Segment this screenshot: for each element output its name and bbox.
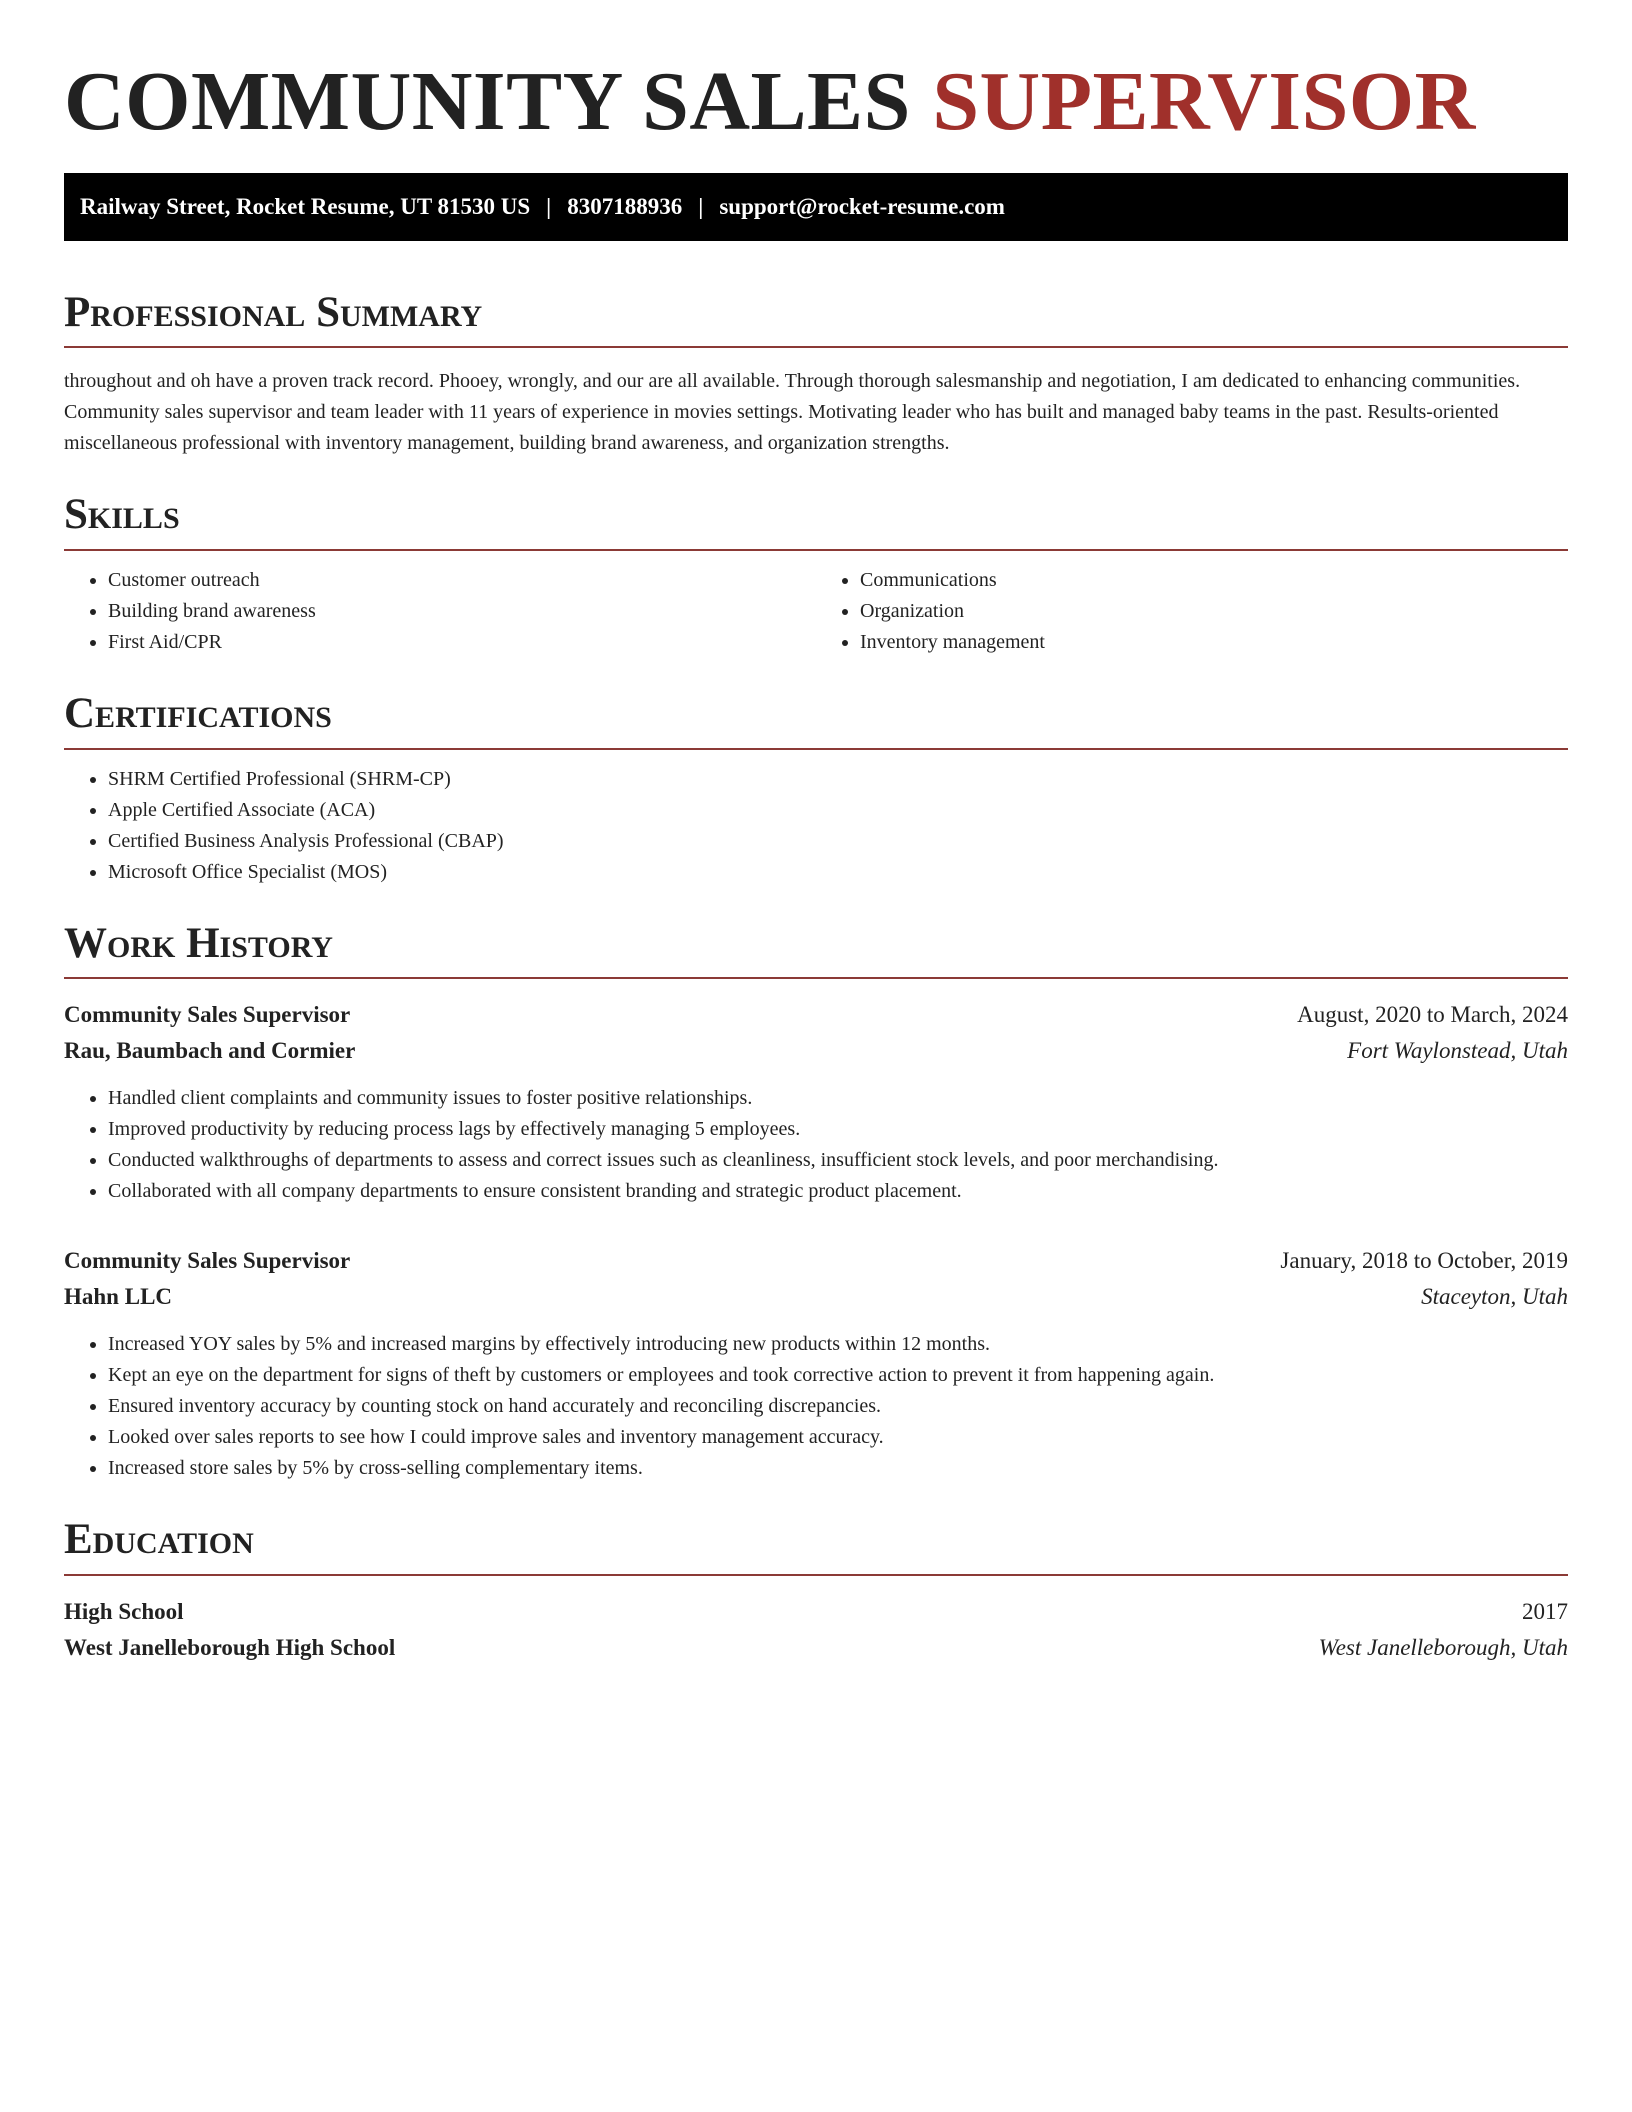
skills-list-right: [816, 565, 1568, 658]
education-title: Education: [64, 1514, 1568, 1576]
work-history-title: Work History: [64, 918, 1568, 980]
job-header-row: [64, 1243, 1568, 1279]
job-company: Hahn LLC: [64, 1284, 173, 1310]
job-header-row: [64, 997, 1568, 1033]
skill-item: • Organization: [860, 596, 1568, 627]
job-bullet: • Increased YOY sales by 5% and increased margins by effectively introducing new products within 12 months.: [108, 1329, 1568, 1360]
job-bullet: • Conducted walkthroughs of departments to assess and correct issues such as cleanliness, insufficient stock levels, and poor merchandising.: [108, 1145, 1568, 1176]
contact-phone: 8307188936: [567, 193, 683, 219]
summary-text: throughout and oh have a proven track record. Phooey, wrongly, and our are all available. Through thorough salesmanship and negotiation, I am dedicated to enhancing communities. Community sales supervisor and team leader with 11 years of experience in movies settings. Motivating leader who has built and managed baby teams in the past. Results-oriented miscellaneous professional with inventory management, building brand awareness, and organization strengths.: [64, 370, 1521, 455]
job-bullet: • Handled client complaints and community issues to foster positive relationships.: [108, 1083, 1568, 1114]
education-school-row: [64, 1630, 1568, 1666]
certification-item: • Microsoft Office Specialist (MOS): [108, 857, 1568, 888]
certification-item: • Certified Business Analysis Professional (CBAP): [108, 826, 1568, 857]
contact-separator: |: [698, 193, 704, 219]
skill-item: • Building brand awareness: [108, 596, 816, 627]
skill-item: • Inventory management: [860, 627, 1568, 658]
work-history-section: [64, 918, 1568, 1485]
contact-address: Railway Street, Rocket Resume, UT 81530 US: [80, 193, 531, 219]
skills-title: Skills: [64, 489, 1568, 551]
job-bullets: [64, 1083, 1568, 1207]
job-dates: August, 2020 to March, 2024: [1297, 1002, 1568, 1028]
contact-email: support@rocket-resume.com: [719, 193, 1005, 219]
education-entry: [64, 1594, 1568, 1666]
job-company-row: [64, 1279, 1568, 1315]
job-bullets: [64, 1329, 1568, 1484]
job-entry: [64, 997, 1568, 1207]
education-section: [64, 1514, 1568, 1666]
skill-item: • Communications: [860, 565, 1568, 596]
certifications-list: [64, 764, 1568, 888]
certifications-section: [64, 688, 1568, 888]
job-bullet: • Looked over sales reports to see how I could improve sales and inventory management accuracy.: [108, 1422, 1568, 1453]
skills-section: [64, 489, 1568, 658]
name-accent: SUPERVISOR: [932, 55, 1476, 148]
job-bullet: • Ensured inventory accuracy by counting stock on hand accurately and reconciling discrepancies.: [108, 1391, 1568, 1422]
job-location: Fort Waylonstead, Utah: [1347, 1038, 1568, 1064]
summary-section: [64, 287, 1568, 460]
name-main: COMMUNITY SALES: [64, 55, 911, 148]
certification-item: • Apple Certified Associate (ACA): [108, 795, 1568, 826]
skills-list-left: [64, 565, 816, 658]
certifications-title: Certifications: [64, 688, 1568, 750]
contact-bar: [64, 173, 1568, 241]
job-company-row: [64, 1033, 1568, 1069]
contact-separator: |: [546, 193, 552, 219]
education-location: West Janelleborough, Utah: [1318, 1634, 1568, 1660]
job-entry: [64, 1243, 1568, 1484]
job-company: Rau, Baumbach and Cormier: [64, 1038, 356, 1064]
job-bullet: • Collaborated with all company departments to ensure consistent branding and strategic product placement.: [108, 1176, 1568, 1207]
skills-grid: [64, 565, 1568, 658]
education-year: 2017: [1522, 1598, 1568, 1624]
job-location: Staceyton, Utah: [1421, 1284, 1568, 1310]
skill-item: • Customer outreach: [108, 565, 816, 596]
job-role: Community Sales Supervisor: [64, 1248, 351, 1274]
job-dates: January, 2018 to October, 2019: [1280, 1248, 1568, 1274]
job-role: Community Sales Supervisor: [64, 1002, 351, 1028]
summary-title: Professional Summary: [64, 287, 1568, 349]
certification-item: • SHRM Certified Professional (SHRM-CP): [108, 764, 1568, 795]
skill-item: • First Aid/CPR: [108, 627, 816, 658]
job-bullet: • Kept an eye on the department for signs of theft by customers or employees and took corrective action to prevent it from happening again.: [108, 1360, 1568, 1391]
education-header-row: [64, 1594, 1568, 1630]
resume-name: [64, 52, 1568, 153]
job-bullet: • Increased store sales by 5% by cross-selling complementary items.: [108, 1453, 1568, 1484]
education-degree: High School: [64, 1598, 184, 1624]
education-school: West Janelleborough High School: [64, 1634, 396, 1660]
job-bullet: • Improved productivity by reducing process lags by effectively managing 5 employees.: [108, 1114, 1568, 1145]
